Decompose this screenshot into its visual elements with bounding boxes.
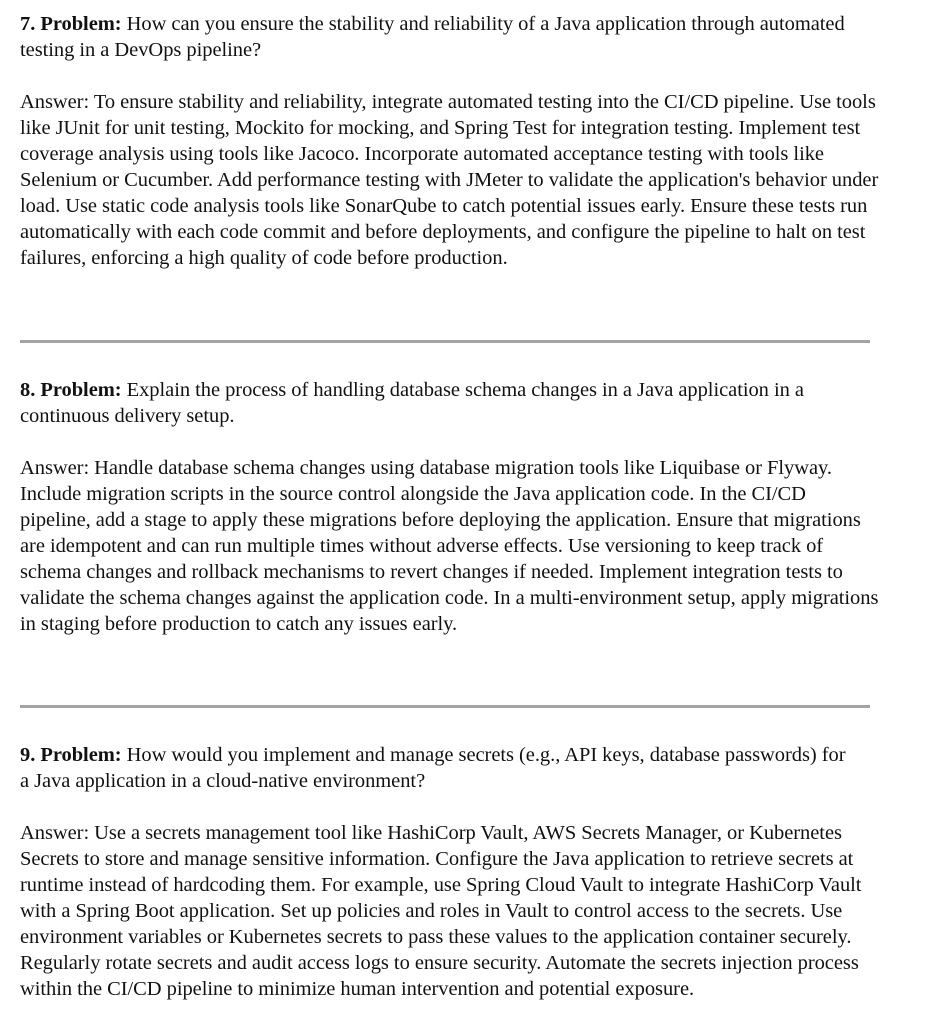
qa-item-9 xyxy=(20,742,890,1002)
problem-question: How can you ensure the stability and reliability of a Java application through automated testing in a DevOps pipeline? xyxy=(20,13,845,61)
problem-label: 8. Problem: xyxy=(20,379,122,401)
problem-label: 7. Problem: xyxy=(20,13,122,35)
qa-item-8 xyxy=(20,377,890,637)
answer-text: Answer: To ensure stability and reliability, integrate automated testing into the CI/CD pipeline. Use tools like JUnit for unit testing, Mockito for mocking, and Spring Test for integration testing. Implement test coverage analysis using tools like Jacoco. Incorporate automated acceptance testing with tools like Selenium or Cucumber. Add performance testing with JMeter to validate the application's behavior under load. Use static code analysis tools like SonarQube to catch potential issues early. Ensure these tests run automatically with each code commit and before deployments, and configure the pipeline to halt on test failures, enforcing a high quality of code before production. xyxy=(20,91,879,269)
answer-text: Answer: Handle database schema changes using database migration tools like Liquibase or Flyway. Include migration scripts in the source control alongside the Java application code. In the CI/CD pipeline, add a stage to apply these migrations before deploying the application. Ensure that migrations are idempotent and can run multiple times without adverse effects. Use versioning to keep track of schema changes and rollback mechanisms to revert changes if needed. Implement integration tests to validate the schema changes against the application code. In a multi-environment setup, apply migrations in staging before production to catch any issues early. xyxy=(20,457,879,635)
problem-statement xyxy=(20,11,890,63)
answer-text: Answer: Use a secrets management tool like HashiCorp Vault, AWS Secrets Manager, or Kubernetes Secrets to store and manage sensitive information. Configure the Java application to retrieve secrets at runtime instead of hardcoding them. For example, use Spring Cloud Vault to integrate HashiCorp Vault with a Spring Boot application. Set up policies and roles in Vault to control access to the secrets. Use environment variables or Kubernetes secrets to pass these values to the application container securely. Regularly rotate secrets and audit access logs to ensure security. Automate the secrets injection process within the CI/CD pipeline to minimize human intervention and potential exposure. xyxy=(20,822,862,1000)
problem-question: Explain the process of handling database schema changes in a Java application in a continuous delivery setup. xyxy=(20,379,804,427)
horizontal-divider xyxy=(20,340,870,343)
horizontal-divider xyxy=(20,705,870,708)
problem-statement xyxy=(20,742,890,794)
problem-label: 9. Problem: xyxy=(20,744,122,766)
problem-statement xyxy=(20,377,890,429)
problem-question: How would you implement and manage secrets (e.g., API keys, database passwords) for a Java application in a cloud-native environment? xyxy=(20,744,846,792)
qa-item-7 xyxy=(20,11,890,271)
